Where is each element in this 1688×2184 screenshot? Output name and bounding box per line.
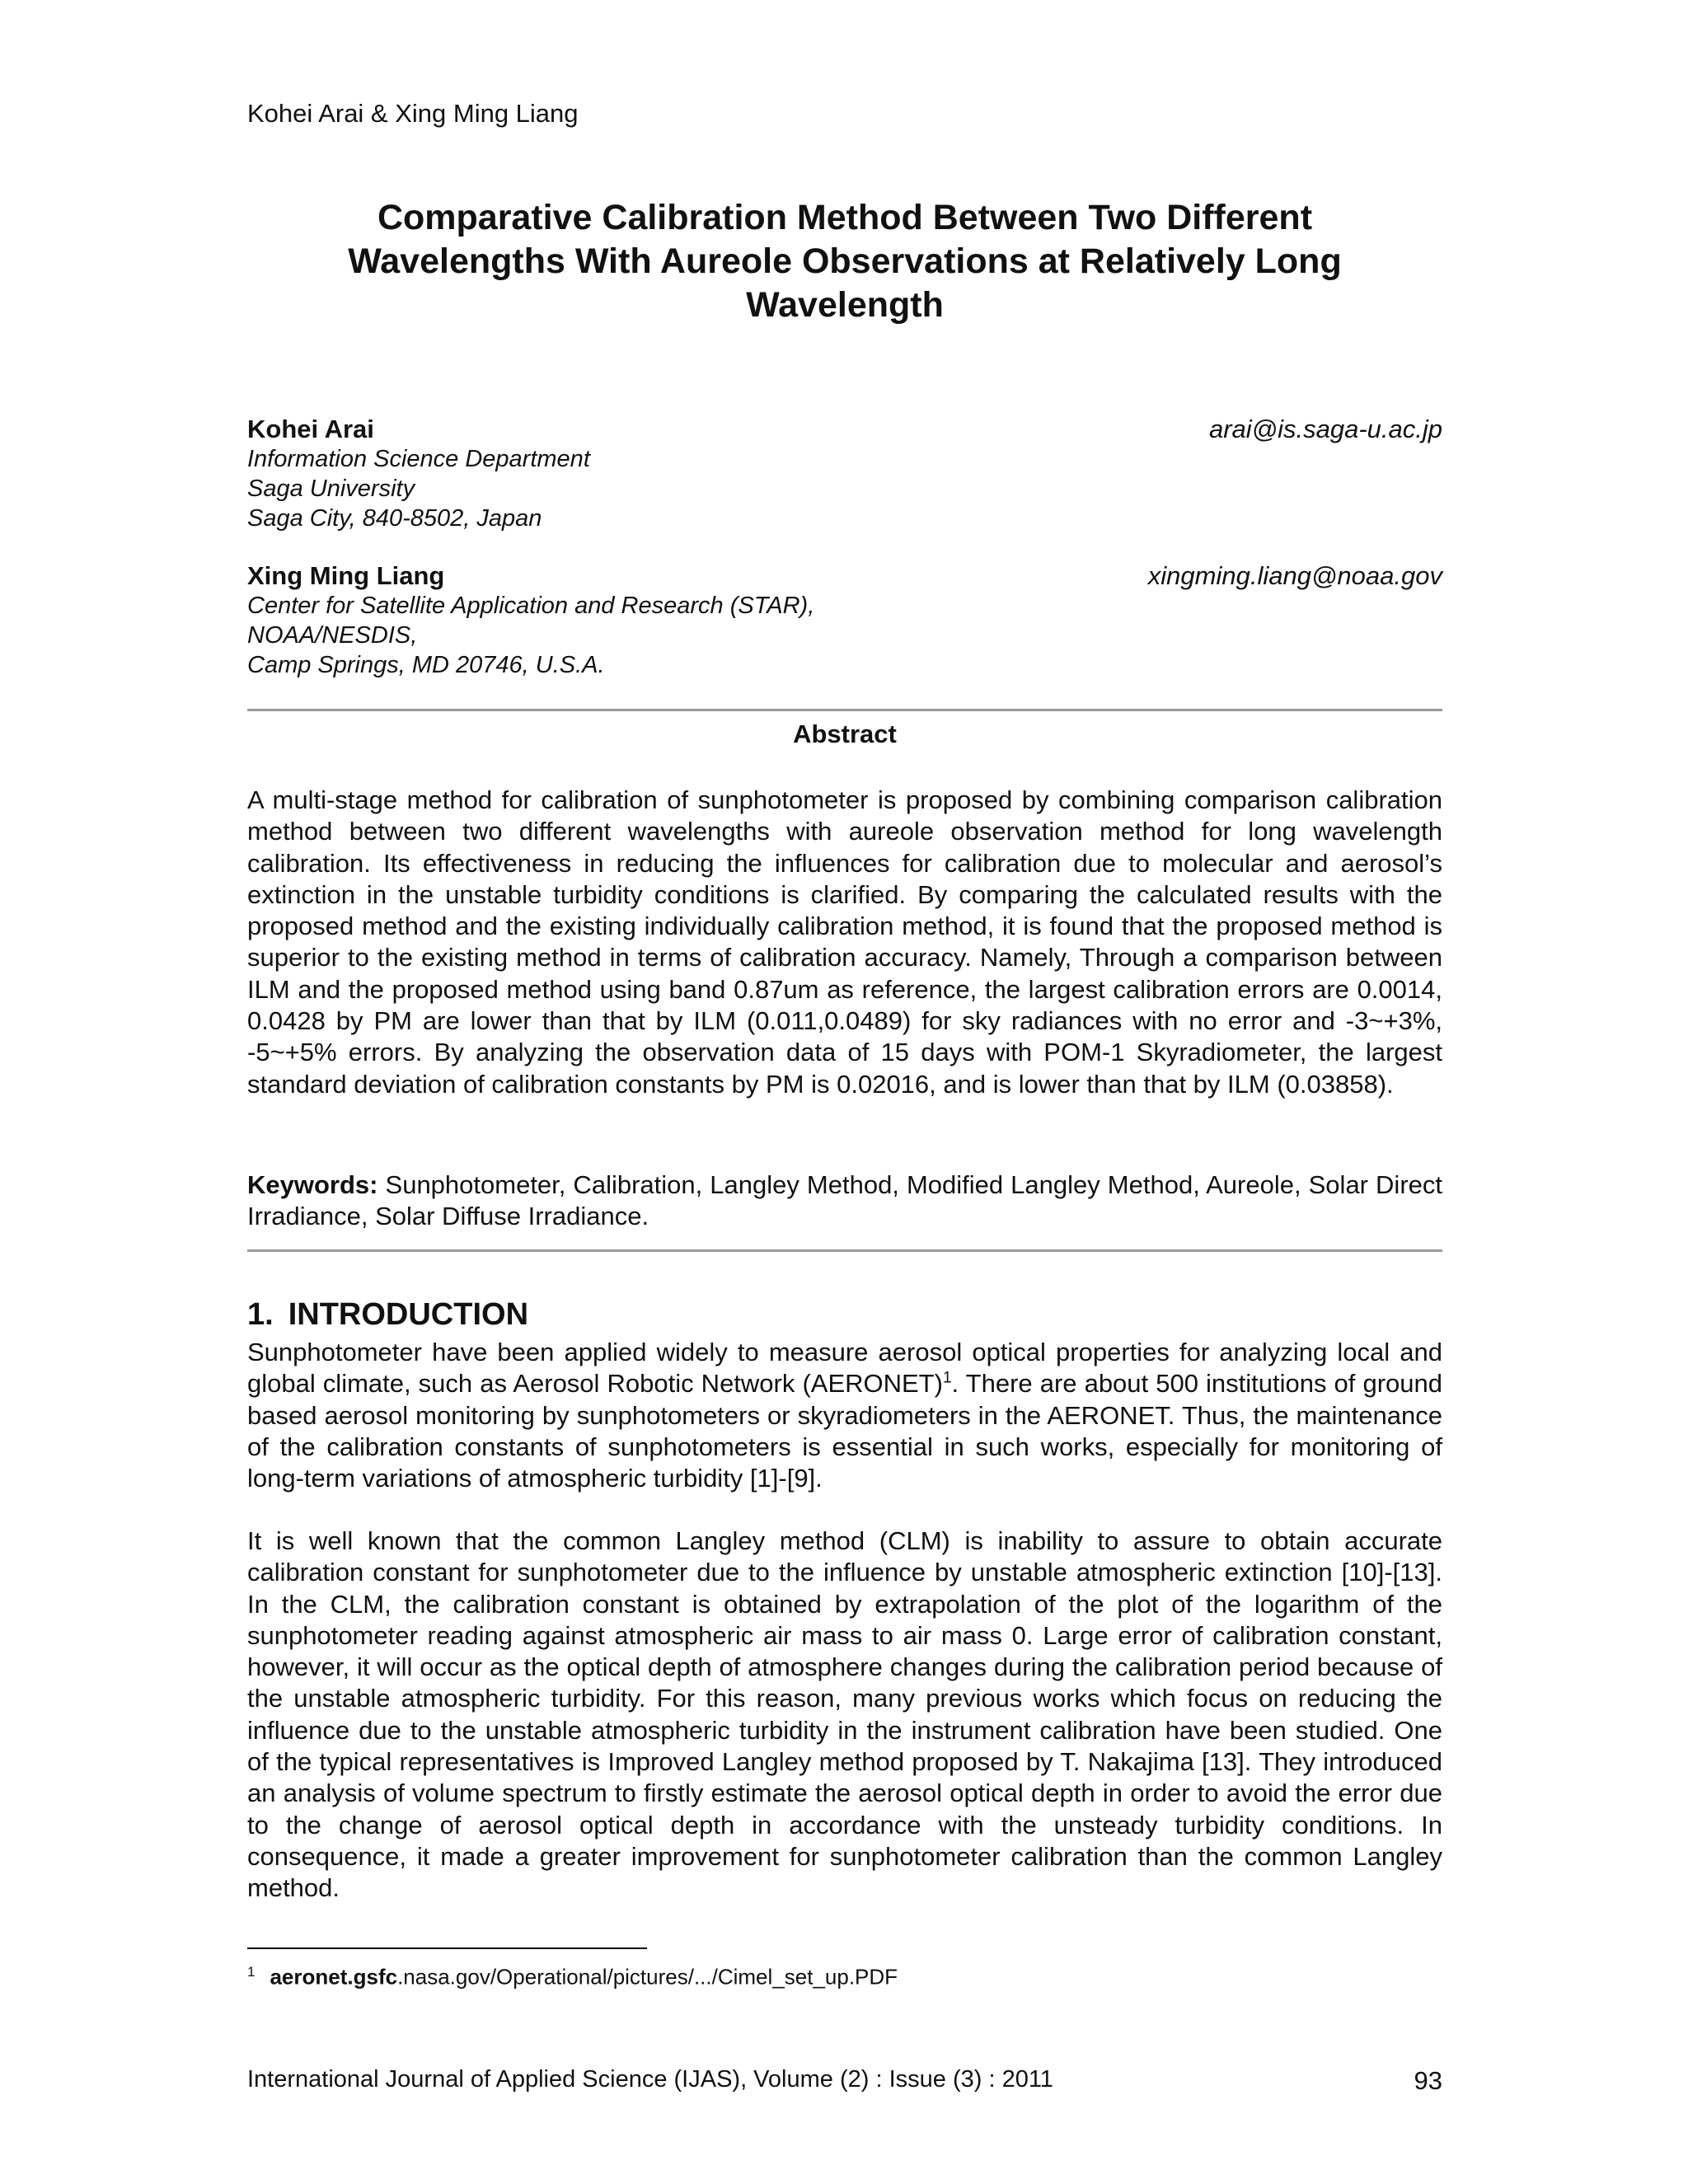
paper-title	[247, 196, 1442, 327]
affiliation-line: Information Science Department	[247, 446, 590, 472]
running-head: Kohei Arai & Xing Ming Liang	[247, 99, 579, 128]
abstract-text: A multi-stage method for calibration of sunphotometer is proposed by combining comparison calibration method between two different wavelengths with aureole observation method for long wavelength calibration. Its effectiveness in reducing the influences for calibration due to molecular and aerosol’s extinction in the unstable turbidity conditions is clarified. By comparing the calculated results with the proposed method and the existing individually calibration method, it is found that the proposed method is superior to the existing method in terms of calibration accuracy. Namely, Through a comparison between ILM and the proposed method using band 0.87um as reference, the largest calibration errors are 0.0014, 0.0428 by PM are lower than that by ILM (0.011,0.0489) for sky radiances with no error and -3~+3%, -5~+5% errors. By analyzing the observation data of 15 days with POM-1 Skyradiometer, the largest standard deviation of calibration constants by PM is 0.02016, and is lower than that by ILM (0.03858).	[247, 785, 1442, 1099]
author-block-2	[247, 561, 1442, 680]
intro-text: . There are about 500 institutions of ground based aerosol monitoring by sunphotometers or skyradiometers in the AERONET. Thus, the maintenance of the calibration constants of sunphotometers is essential in such works, especially for monitoring of long-term variations of atmospheric turbidity [1]-[9].	[247, 1369, 1442, 1493]
affiliation-line: Saga University	[247, 476, 415, 502]
footnote-link-bold: aeronet.gsfc	[270, 1964, 398, 1990]
author-block-1	[247, 415, 1442, 533]
keywords-label: Keywords:	[247, 1170, 378, 1199]
section-title: INTRODUCTION	[288, 1297, 529, 1332]
footnote-link-rest: .nasa.gov/Operational/pictures/.../Cimel_set_up.PDF	[397, 1964, 898, 1990]
footnote-rule	[247, 1947, 647, 1949]
author-email[interactable]: xingming.liang@noaa.gov	[1147, 561, 1442, 590]
affiliation-line: NOAA/NESDIS,	[247, 622, 418, 649]
title-line-1: Comparative Calibration Method Between Two Different	[377, 198, 1313, 237]
divider	[247, 709, 1442, 711]
section-heading	[247, 1297, 528, 1333]
affiliation-line: Center for Satellite Application and Research (STAR),	[247, 593, 815, 619]
page-footer	[247, 2066, 1442, 2093]
author-email[interactable]: arai@is.saga-u.ac.jp	[1208, 415, 1442, 443]
author-name: Kohei Arai	[247, 415, 374, 443]
title-line-3: Wavelength	[746, 285, 944, 325]
intro-paragraph-2: It is well known that the common Langley method (CLM) is inability to assure to obtain accurate calibration constant for sunphotometer due to the influence by unstable atmospheric extinction [10]-[13]. In the CLM, the calibration constant is obtained by extrapolation of the plot of the logarithm of the sunphotometer reading against atmospheric air mass to air mass 0. Large error of calibration constant, however, it will occur as the optical depth of atmosphere changes during the calibration period because of the unstable atmospheric turbidity. For this reason, many previous works which focus on reducing the influence due to the unstable atmospheric turbidity in the instrument calibration have been studied. One of the typical representatives is Improved Langley method proposed by T. Nakajima [13]. They introduced an analysis of volume spectrum to firstly estimate the aerosol optical depth in order to avoid the error due to the change of aerosol optical depth in accordance with the unsteady turbidity conditions. In consequence, it made a greater improvement for sunphotometer calibration than the common Langley method.	[247, 1526, 1442, 1903]
page-number: 93	[1414, 2066, 1442, 2095]
footnote-mark: 1	[247, 1964, 256, 1980]
author-name: Xing Ming Liang	[247, 561, 445, 590]
intro-paragraph-1	[247, 1337, 1442, 1494]
section-number: 1.	[247, 1297, 274, 1332]
paper-page	[247, 0, 1442, 2184]
journal-citation: International Journal of Applied Science (IJAS), Volume (2) : Issue (3) : 2011	[247, 2066, 1053, 2093]
title-line-2: Wavelengths With Aureole Observations at Relatively Long	[348, 241, 1342, 281]
footnote	[247, 1964, 898, 1990]
affiliation-line: Camp Springs, MD 20746, U.S.A.	[247, 652, 605, 678]
footnote-ref[interactable]: 1	[942, 1369, 952, 1387]
keywords	[247, 1169, 1442, 1233]
keywords-text: Sunphotometer, Calibration, Langley Method, Modified Langley Method, Aureole, Solar Direct Irradiance, Solar Diffuse Irradiance.	[247, 1170, 1442, 1231]
intro-text: Sunphotometer have been applied widely to measure aerosol optical properties for analyzing local and global climate, such as Aerosol Robotic Network (AERONET)	[247, 1338, 1442, 1399]
divider	[247, 1249, 1442, 1252]
abstract-heading: Abstract	[793, 719, 897, 748]
affiliation-line: Saga City, 840-8502, Japan	[247, 505, 542, 532]
